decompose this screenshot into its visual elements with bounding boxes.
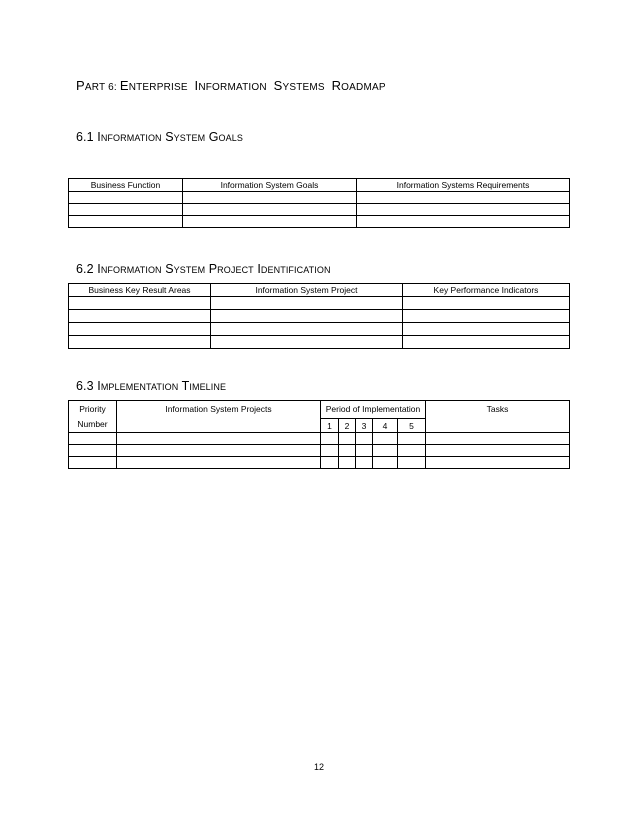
section-heading-goals: 6.1 Information System Goals	[76, 130, 243, 144]
column-header: Key Performance Indicators	[403, 284, 570, 297]
table-cell[interactable]	[117, 433, 321, 445]
column-header: Information System Project	[211, 284, 403, 297]
table-cell[interactable]	[183, 192, 357, 204]
table-cell[interactable]	[339, 433, 356, 445]
page-title	[76, 78, 386, 93]
table-cell[interactable]	[183, 204, 357, 216]
table-cell[interactable]	[426, 433, 570, 445]
table-row	[69, 336, 570, 349]
table-cell[interactable]	[321, 433, 339, 445]
table-row	[69, 310, 570, 323]
period-number: 2	[339, 419, 356, 433]
table-cell[interactable]	[357, 204, 570, 216]
table-cell[interactable]	[183, 216, 357, 228]
table-cell[interactable]	[339, 445, 356, 457]
column-header: Business Key Result Areas	[69, 284, 211, 297]
table-cell[interactable]	[211, 336, 403, 349]
table-cell[interactable]	[69, 297, 211, 310]
table-cell[interactable]	[69, 204, 183, 216]
table-cell[interactable]	[69, 445, 117, 457]
table-cell[interactable]	[69, 323, 211, 336]
column-header: Information System Goals	[183, 179, 357, 192]
table-cell[interactable]	[426, 445, 570, 457]
table-cell[interactable]	[69, 433, 117, 445]
table-cell[interactable]	[356, 445, 373, 457]
table-cell[interactable]	[426, 457, 570, 469]
table-cell[interactable]	[356, 457, 373, 469]
table-cell[interactable]	[403, 310, 570, 323]
table-cell[interactable]	[321, 457, 339, 469]
period-of-implementation-header: Period of Implementation	[321, 401, 426, 419]
table-cell[interactable]	[69, 192, 183, 204]
section-heading-implementation-timeline: 6.3 Implementation Timeline	[76, 379, 227, 393]
implementation-timeline-table	[68, 400, 570, 469]
table-cell[interactable]	[211, 323, 403, 336]
priority-number-header: Priority Number	[69, 401, 117, 433]
page-title-text: PART 6: ENTERPRISE INFORMATION SYSTEMS ROADMAP	[76, 78, 386, 93]
table-cell[interactable]	[403, 323, 570, 336]
table-row	[69, 457, 570, 469]
table-header-row	[69, 401, 570, 419]
table-cell[interactable]	[398, 433, 426, 445]
table-cell[interactable]	[398, 445, 426, 457]
table-cell[interactable]	[339, 457, 356, 469]
table-row	[69, 323, 570, 336]
table-cell[interactable]	[357, 192, 570, 204]
table-row	[69, 445, 570, 457]
section-heading-project-identification: 6.2 Information System Project Identification	[76, 262, 331, 276]
page-number: 12	[313, 762, 324, 772]
project-identification-table	[68, 283, 570, 349]
table-cell[interactable]	[403, 336, 570, 349]
table-cell[interactable]	[117, 457, 321, 469]
tasks-header: Tasks	[426, 401, 570, 433]
table-cell[interactable]	[398, 457, 426, 469]
table-header-row	[69, 179, 570, 192]
period-number: 1	[321, 419, 339, 433]
table-cell[interactable]	[373, 457, 398, 469]
period-number: 4	[373, 419, 398, 433]
table-cell[interactable]	[211, 310, 403, 323]
table-cell[interactable]	[321, 445, 339, 457]
table-cell[interactable]	[357, 216, 570, 228]
table-cell[interactable]	[117, 445, 321, 457]
table-cell[interactable]	[69, 216, 183, 228]
table-row	[69, 216, 570, 228]
period-number: 5	[398, 419, 426, 433]
table-cell[interactable]	[373, 445, 398, 457]
table-cell[interactable]	[69, 457, 117, 469]
table-row	[69, 433, 570, 445]
table-row	[69, 192, 570, 204]
table-row	[69, 204, 570, 216]
table-cell[interactable]	[211, 297, 403, 310]
column-header: Information Systems Requirements	[357, 179, 570, 192]
table-row	[69, 297, 570, 310]
table-cell[interactable]	[403, 297, 570, 310]
period-number: 3	[356, 419, 373, 433]
table-cell[interactable]	[356, 433, 373, 445]
information-system-goals-table	[68, 178, 570, 228]
table-cell[interactable]	[69, 310, 211, 323]
table-header-row	[69, 284, 570, 297]
column-header: Business Function	[69, 179, 183, 192]
table-cell[interactable]	[69, 336, 211, 349]
table-cell[interactable]	[373, 433, 398, 445]
projects-header: Information System Projects	[117, 401, 321, 433]
